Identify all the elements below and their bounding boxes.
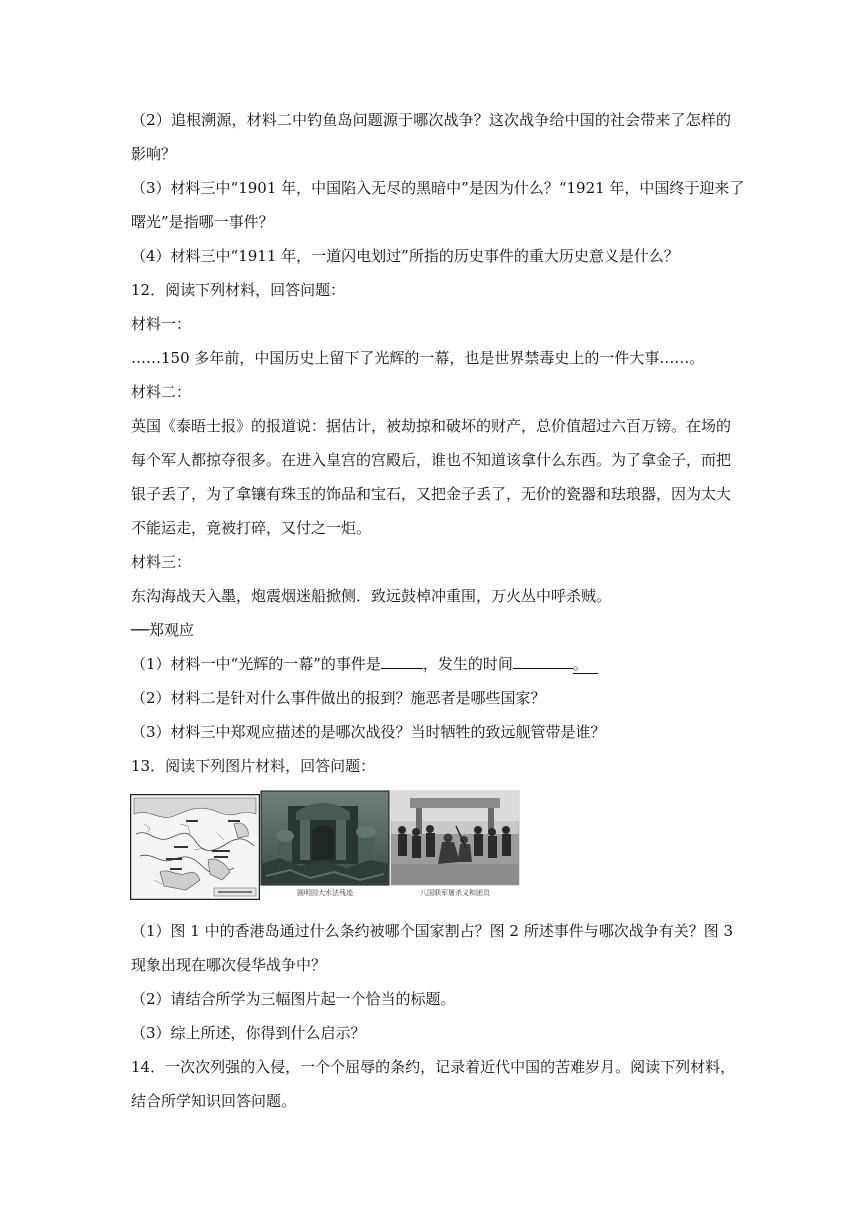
figure-2-caption: 圆明园大水法残迹	[297, 889, 353, 897]
q12-material1-title: 材料一：	[131, 315, 192, 333]
q12-material3-author: ──郑观应	[131, 621, 195, 639]
q12-sub3: （3）材料三中郑观应描述的是哪次战役？当时牺牲的致远舰管带是谁？	[131, 723, 606, 741]
q13-sub1-line1: （1）图 1 中的香港岛通过什么条约被哪个国家割占？图 2 所述事件与哪次战争有关？图 3	[131, 922, 734, 940]
q12-material1-text: ……150 多年前，中国历史上留下了光辉的一幕，也是世界禁毒史上的一件大事……。	[131, 349, 705, 367]
q14-line2: 结合所学知识回答问题。	[131, 1092, 297, 1110]
q14-line1: 14．一次次列强的入侵，一个个屈辱的条约，记录着近代中国的苦难岁月。阅读下列材料，	[131, 1058, 736, 1076]
q11-sub3-line2: 曙光”是指哪一事件？	[131, 213, 274, 231]
q12-material2-line: 英国《泰晤士报》的报道说：据估计，被劫掠和破坏的财产，总价值超过六百万镑。在场的	[131, 417, 732, 435]
q12-sub1-part-b: ，发生的时间	[422, 655, 513, 673]
figure-3-caption: 八国联军屠杀义和团员	[420, 889, 490, 897]
q13-stem: 13．阅读下列图片材料，回答问题：	[131, 757, 376, 775]
q12-material3-text: 东沟海战天入墨，炮震烟迷船掀侧．致远鼓棹冲重围，万火丛中呼杀贼。	[131, 587, 612, 605]
q11-sub2-line2: 影响？	[131, 145, 177, 163]
q13-figures	[130, 790, 520, 902]
q12-material2-title: 材料二：	[131, 383, 192, 401]
q11-sub2-line1: （2）追根溯源，材料二中钓鱼岛问题源于哪次战争？这次战争给中国的社会带来了怎样的	[131, 111, 731, 129]
q13-sub2: （2）请结合所学为三幅图片起一个恰当的标题。	[131, 990, 456, 1008]
q12-material2-line: 银子丢了，为了拿镶有珠玉的饰品和宝石，又把金子丢了，无价的瓷器和珐琅器，因为太大	[131, 485, 732, 503]
answer-blank-event[interactable]	[381, 654, 423, 669]
ruins-image	[260, 790, 390, 902]
figure-3-boxer-photo	[390, 790, 520, 902]
q12-sub1-part-a: （1）材料一中“光辉的一幕”的事件是	[131, 655, 381, 673]
map-image	[130, 794, 260, 900]
q12-sub1	[131, 654, 731, 674]
figure-2-ruins-photo	[260, 790, 390, 902]
figure-1-map	[130, 794, 260, 900]
q13-sub1-line2: 现象出现在哪次侵华战争中？	[131, 956, 327, 974]
answer-blank-time[interactable]	[513, 654, 573, 669]
q11-sub4: （4）材料三中“1911 年，一道闪电划过”所指的历史事件的重大历史意义是什么？	[131, 247, 679, 265]
q12-material3-title: 材料三：	[131, 553, 192, 571]
historic-photo-image	[390, 790, 520, 902]
q13-sub3: （3）综上所述，你得到什么启示？	[131, 1024, 366, 1042]
q12-material2-line: 不能运走，竟被打碎，又付之一炬。	[131, 519, 372, 537]
q12-sub1-part-c: 。	[573, 655, 598, 674]
q12-sub2: （2）材料二是针对什么事件做出的报到？施恶者是哪些国家？	[131, 689, 546, 707]
q11-sub3-line1: （3）材料三中“1901 年，中国陷入无尽的黑暗中”是因为什么？“1921 年，中国终于迎来了	[131, 179, 745, 197]
q12-stem: 12．阅读下列材料，回答问题：	[131, 281, 346, 299]
q12-material2-line: 每个军人都掠夺很多。在进入皇宫的宫殿后，谁也不知道该拿什么东西。为了拿金子，而把	[131, 451, 732, 469]
